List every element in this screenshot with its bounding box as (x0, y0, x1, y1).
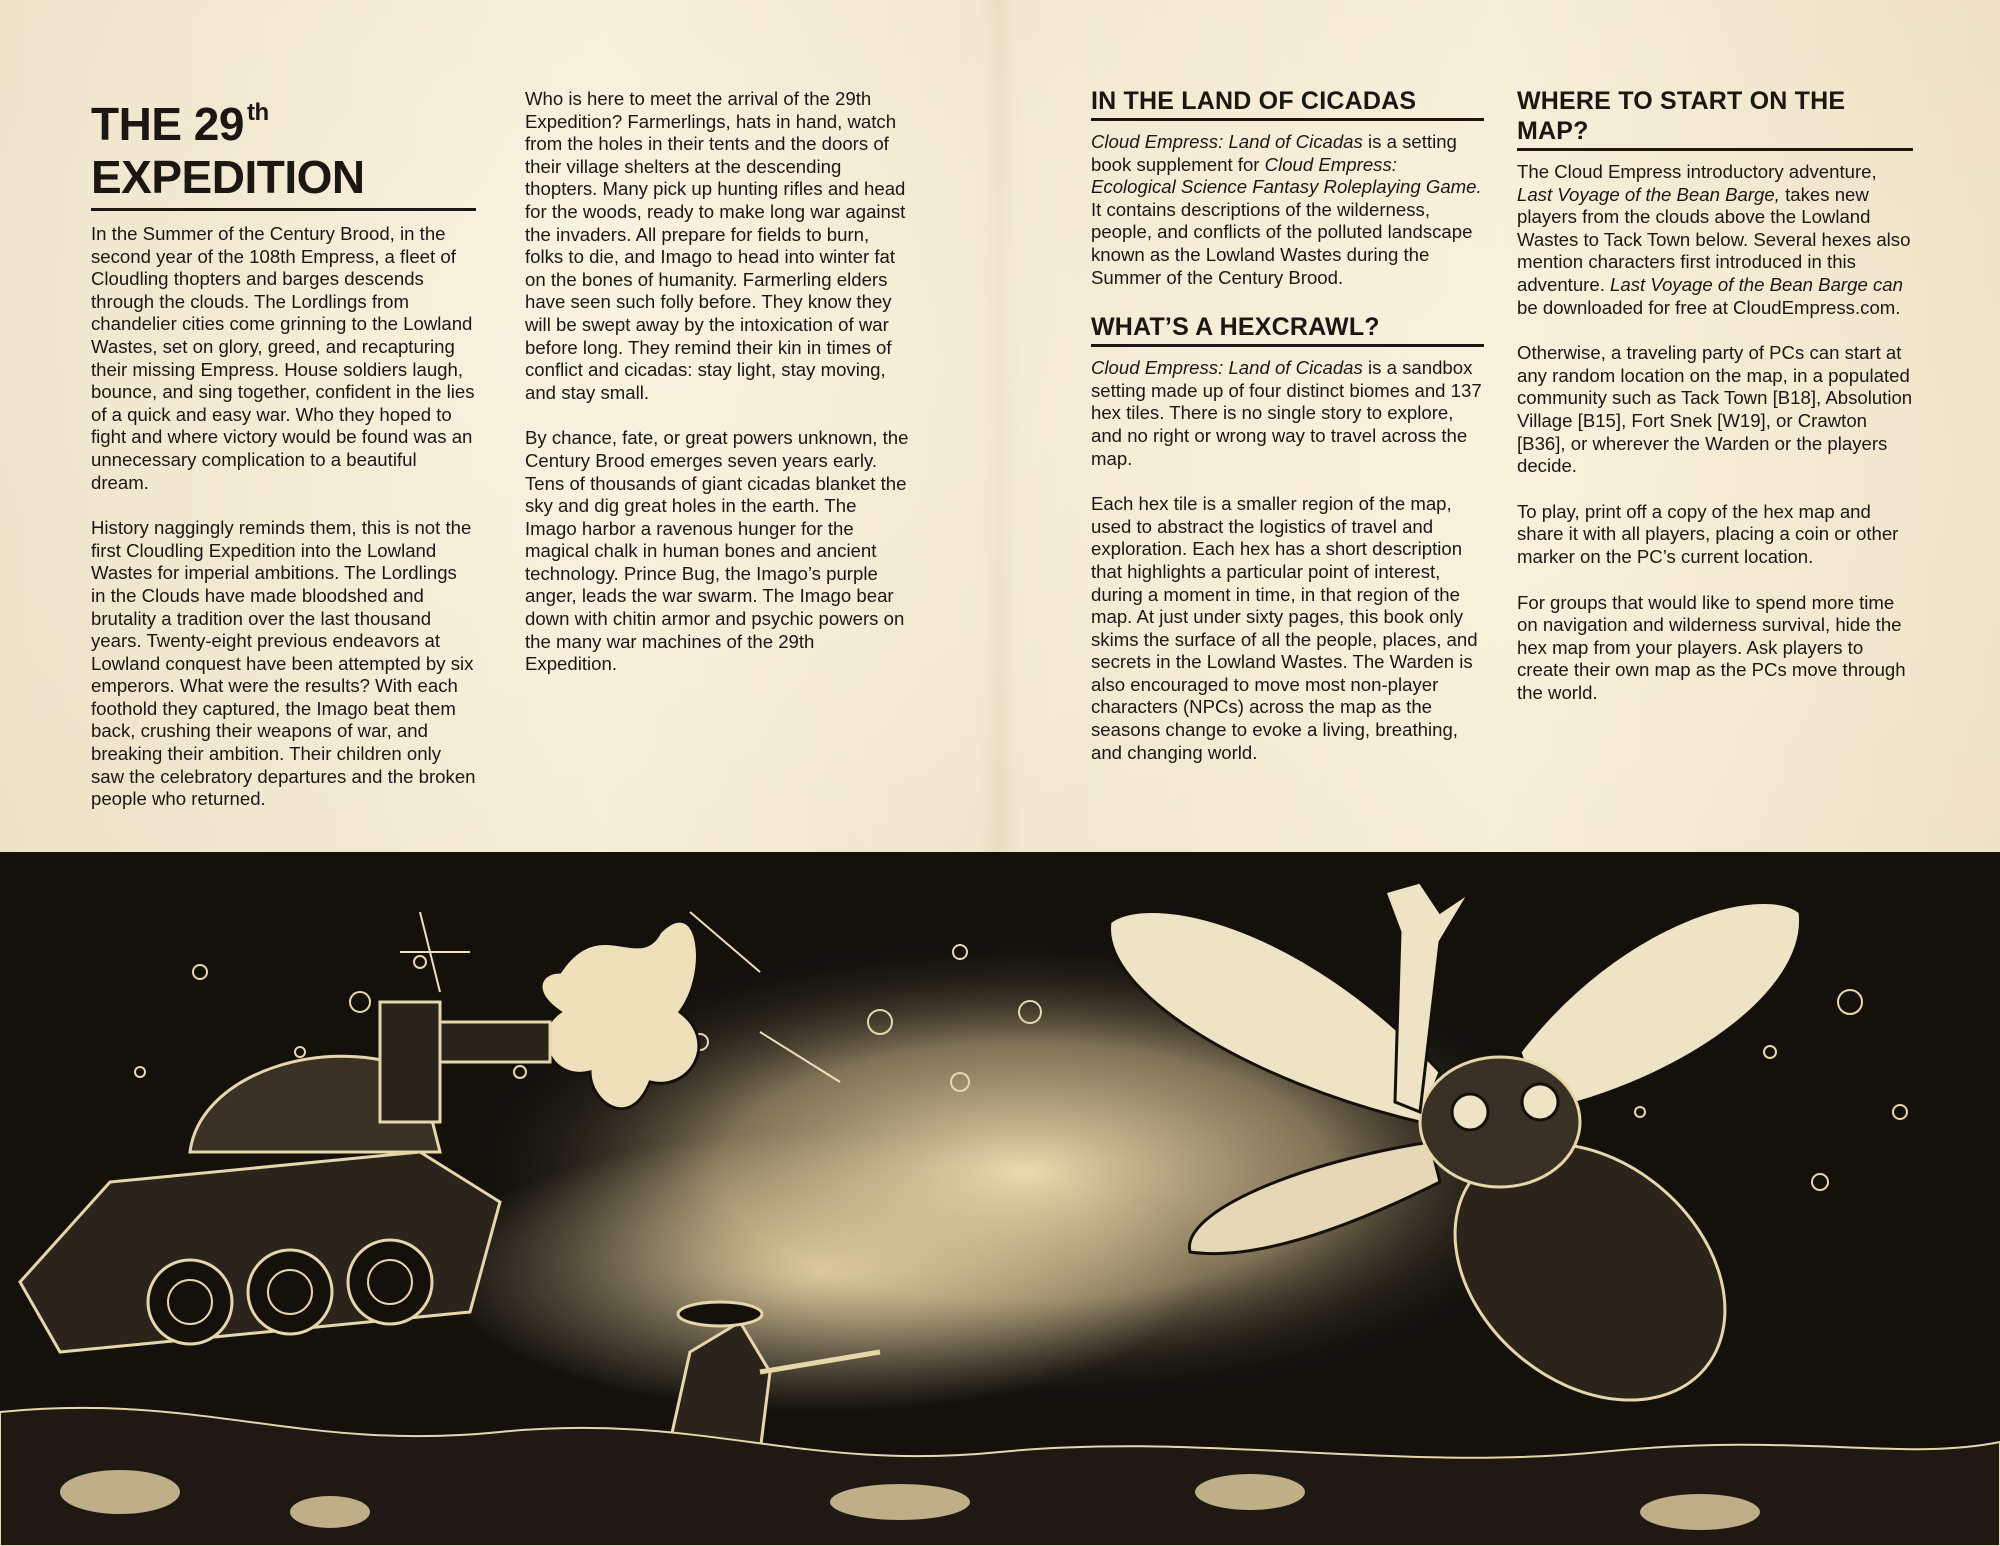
left-column-1 (91, 86, 476, 811)
section-heading-land: IN THE LAND OF CICADAS (1091, 86, 1484, 121)
text: The Cloud Empress introductory adventure, (1517, 161, 1877, 182)
book-title: Cloud Empress: Land of Cicadas (1091, 357, 1363, 379)
paragraph: History naggingly reminds them, this is not the first Cloudling Expedition into the Lowland Wastes for imperial ambitions. The Lordlings in the Clouds have made bloodshed and brutality a tradition over the last thousand years. Twenty-eight previous endeavors at Lowland conquest have been attempted by six emperors. What were the results? With each foothold they captured, the Imago beat them back, crushing their weapons of war, and breaking their ambition. Their children only saw the celebratory departures and the broken people who returned. (91, 517, 476, 810)
illustration-panel (0, 852, 2000, 1546)
paragraph: In the Summer of the Century Brood, in the second year of the 108th Empress, a fleet of Cloudling thopters and barges descends through the clouds. The Lordlings from chandelier cities come grinning to the Lowland Wastes, set on glory, greed, and recapturing their missing Empress. House soldiers laugh, bounce, and sing together, confident in the lies of a quick and easy war. Who they hoped to fight and where victory would be found was an unnecessary complication to a beautiful dream. (91, 223, 475, 493)
book-title: Cloud Empress: Land of Cicadas (1091, 131, 1363, 152)
paragraph (1517, 161, 1913, 319)
title-line-2: EXPEDITION (91, 151, 365, 203)
title-line-1: THE 29 (91, 98, 244, 150)
page-title (91, 86, 476, 204)
paragraph (1091, 357, 1484, 470)
text: be downloaded for free at CloudEmpress.com. (1517, 296, 1901, 318)
right-column-2 (1517, 86, 1913, 704)
text: is a sandbox setting made up of four distinct biomes and 137 hex tiles. There is no single story to explore, and no right or wrong way to travel across the map. (1091, 357, 1482, 469)
paragraph: To play, print off a copy of the hex map and share it with all players, placing a coin or other marker on the PC’s current location. (1517, 500, 1899, 567)
illustration-svg (0, 852, 2000, 1546)
paragraph: By chance, fate, or great powers unknown, the Century Brood emerges seven years early. Tens of thousands of giant cicadas blanket the sky and dig great holes in the earth. The Imago harbor a ravenous hunger for the magical chalk in human bones and ancient technology. Prince Bug, the Imago’s purple anger, leads the war swarm. The Imago bear down with chitin armor and psychic powers on the many war machines of the 29th Expedition. (525, 427, 909, 675)
book-title: Last Voyage of the Bean Barge can (1610, 273, 1903, 295)
paragraph: Otherwise, a traveling party of PCs can start at any random location on the map, in a populated community such as Tack Town [B18], Absolution Village [B15], Fort Snek [W19], or Crawton [B36], or wherever the Warden or the players decide. (1517, 342, 1913, 477)
title-superscript: th (246, 99, 269, 126)
title-rule (91, 208, 476, 211)
section-heading-hexcrawl: WHAT’S A HEXCRAWL? (1091, 312, 1484, 347)
text: takes new players from the clouds above the Lowland Wastes to Tack Town below. Several hexes also mention characters first introduced in this adventure. (1517, 183, 1911, 295)
left-column-2 (525, 88, 910, 676)
section-heading-start: WHERE TO START ON THE MAP? (1517, 86, 1913, 151)
paragraph (1091, 131, 1484, 289)
paragraph: Who is here to meet the arrival of the 29th Expedition? Farmerlings, hats in hand, watch from the holes in their tents and the doors of their village shelters at the descending thopters. Many pick up hunting rifles and head for the woods, ready to make long war against the invaders. All prepare for fields to burn, folks to die, and Imago to head into winter fat on the bones of humanity. Farmerling elders have seen such folly before. They know they will be swept away by the intoxication of war before long. They remind their kin in times of conflict and cicadas: stay light, stay moving, and stay small. (525, 88, 906, 403)
paragraph: For groups that would like to spend more time on navigation and wilderness survival, hide the hex map from your players. Ask players to create their own map as the PCs move through the world. (1517, 591, 1906, 703)
book-title: Cloud Empress: Ecological Science Fantasy Roleplaying Game. (1091, 153, 1482, 198)
text: is a setting book supplement for (1091, 131, 1457, 175)
paragraph: Each hex tile is a smaller region of the map, used to abstract the logistics of travel and exploration. Each hex has a short description that highlights a particular point of interest, during a moment in time, in that region of the map. At just under sixty pages, this book only skims the surface of all the people, places, and secrets in the Lowland Wastes. The Warden is also encouraged to move most non-player characters (NPCs) across the map as the seasons change to evoke a living, breathing, and changing world. (1091, 493, 1478, 763)
book-title: Last Voyage of the Bean Barge, (1517, 183, 1780, 205)
text: It contains descriptions of the wilderness, people, and conflicts of the polluted landscape known as the Lowland Wastes during the Summer of the Century Brood. (1091, 198, 1473, 288)
right-column-1 (1091, 86, 1484, 764)
